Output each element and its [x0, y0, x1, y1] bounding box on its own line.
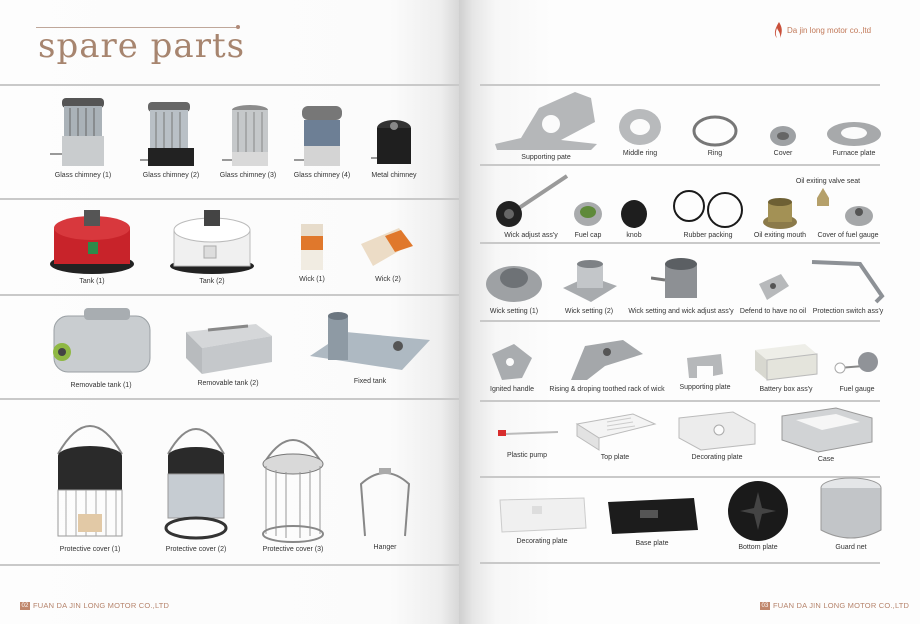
- oil-exiting-mouth-icon: [760, 196, 800, 230]
- part-label: Removable tank (2): [197, 380, 259, 387]
- part-label: Bottom plate: [738, 544, 778, 551]
- footer-company: FUAN DA JIN LONG MOTOR CO.,LTD: [773, 601, 910, 610]
- battery-box-icon: [751, 340, 821, 384]
- brand: [774, 22, 871, 38]
- rule: [0, 398, 459, 400]
- part-glass-chimney-2: [138, 100, 204, 179]
- part-protective-cover-2: [158, 410, 234, 553]
- cover-icon: [768, 124, 798, 148]
- part-glass-chimney-1: [48, 94, 118, 179]
- footer-company: FUAN DA JIN LONG MOTOR CO.,LTD: [33, 601, 170, 610]
- part-label: Rising & droping toothed rack of wick: [549, 386, 665, 393]
- part-wick-1: [292, 222, 332, 283]
- part-knob: [616, 196, 652, 239]
- part-removable-tank-1: [44, 302, 158, 389]
- guard-net-icon: [817, 474, 885, 542]
- wick-icon: [355, 222, 421, 274]
- part-bottom-plate: [722, 480, 794, 551]
- part-cover-of-fuel-gauge: [812, 186, 884, 239]
- rule: [0, 294, 459, 296]
- part-label: Wick setting and wick adjust ass'y: [628, 308, 734, 315]
- part-top-plate: [572, 410, 658, 461]
- footer-right: [760, 601, 909, 610]
- part-label: Top plate: [600, 454, 630, 461]
- part-label: Wick (2): [375, 276, 401, 283]
- part-label: Oil exiting mouth: [753, 232, 807, 239]
- part-middle-ring: [614, 106, 666, 157]
- removable-tank-icon: [46, 302, 156, 380]
- wick-icon: [297, 222, 327, 274]
- middle-ring-icon: [617, 106, 663, 148]
- part-label: Protective cover (2): [165, 546, 227, 553]
- part-label: Ignited handle: [490, 386, 534, 393]
- part-label: Plastic pump: [506, 452, 548, 459]
- fuel-gauge-cover-icon: [813, 186, 883, 230]
- part-label: Case: [817, 456, 835, 463]
- part-label: Tank (1): [79, 278, 105, 285]
- part-guard-net: [814, 474, 888, 551]
- part-label: Rubber packing: [683, 232, 733, 239]
- part-label: Oil exiting valve seat: [795, 178, 861, 185]
- part-label: Glass chimney (3): [219, 172, 277, 179]
- part-fuel-cap: [570, 196, 606, 239]
- part-label: Guard net: [835, 544, 867, 551]
- page-number: 02: [21, 602, 29, 609]
- part-wick-setting-and-adjust-assy: [628, 254, 734, 315]
- white-tank-icon: [168, 206, 256, 276]
- wick-setting-assy-icon: [651, 254, 711, 306]
- defend-no-oil-icon: [753, 270, 793, 306]
- supporting-pate-icon: [491, 88, 601, 152]
- removable-tank-icon: [178, 318, 278, 378]
- part-tank-2: [166, 206, 258, 285]
- glass-chimney-icon: [220, 102, 276, 170]
- part-label: Furnace plate: [832, 150, 876, 157]
- wick-setting-icon: [559, 258, 619, 306]
- part-label: Fuel cap: [574, 232, 602, 239]
- part-label: Hanger: [373, 544, 397, 551]
- fuel-gauge-icon: [834, 346, 880, 384]
- part-glass-chimney-4: [290, 104, 354, 179]
- glass-chimney-icon: [50, 94, 116, 170]
- part-removable-tank-2: [176, 318, 280, 387]
- part-label: Metal chimney: [371, 172, 417, 179]
- part-label: Protective cover (3): [262, 546, 324, 553]
- plastic-pump-icon: [494, 420, 560, 450]
- furnace-plate-icon: [825, 120, 883, 148]
- rule: [480, 320, 880, 322]
- decorating-plate-icon: [675, 410, 759, 452]
- rule: [480, 84, 880, 86]
- part-decorating-plate-2: [494, 494, 590, 545]
- rule: [0, 198, 459, 200]
- fixed-tank-icon: [306, 310, 434, 376]
- part-label: Battery box ass'y: [759, 386, 813, 393]
- decorating-plate-icon: [496, 494, 588, 536]
- rule: [480, 400, 880, 402]
- metal-chimney-icon: [371, 118, 417, 170]
- protective-cover-icon: [48, 404, 132, 544]
- top-plate-icon: [573, 410, 657, 452]
- part-plastic-pump: [492, 420, 562, 459]
- part-protective-cover-3: [256, 426, 330, 553]
- part-glass-chimney-3: [215, 102, 281, 179]
- footer-left: [20, 601, 169, 610]
- bottom-plate-icon: [724, 480, 792, 542]
- part-metal-chimney: [366, 118, 422, 179]
- part-ignited-handle: [486, 340, 538, 393]
- ignited-handle-icon: [488, 340, 536, 384]
- part-fuel-gauge: [830, 346, 884, 393]
- part-wick-adjust-assy: [490, 172, 572, 239]
- part-label: Supporting pate: [521, 154, 571, 161]
- case-icon: [776, 406, 876, 454]
- red-tank-icon: [48, 206, 136, 276]
- part-label: Middle ring: [622, 150, 658, 157]
- part-label: Fuel gauge: [839, 386, 875, 393]
- part-label: Ring: [707, 150, 723, 157]
- part-decorating-plate-1: [672, 410, 762, 461]
- part-label: Wick setting (1): [489, 308, 539, 315]
- part-label: Supporting plate: [679, 384, 731, 391]
- part-label: Cover: [773, 150, 793, 157]
- part-label: Fixed tank: [353, 378, 387, 385]
- part-tank-1: [46, 206, 138, 285]
- hanger-icon: [355, 466, 415, 542]
- rule: [480, 562, 880, 564]
- part-label: Wick setting (2): [564, 308, 614, 315]
- part-base-plate: [602, 494, 702, 547]
- part-wick-setting-1: [480, 256, 548, 315]
- rule: [480, 242, 880, 244]
- rubber-packing-icon: [669, 186, 747, 230]
- part-oil-exiting-valve-seat-label: [792, 176, 864, 185]
- wick-adjust-icon: [491, 172, 571, 230]
- part-label: Tank (2): [199, 278, 225, 285]
- part-label: Glass chimney (1): [54, 172, 112, 179]
- glass-chimney-icon: [294, 104, 350, 170]
- part-label: Protection switch ass'y: [812, 308, 884, 315]
- base-plate-icon: [604, 494, 700, 538]
- knob-icon: [619, 196, 649, 230]
- page-title: spare parts: [38, 26, 246, 66]
- part-label: Protective cover (1): [59, 546, 121, 553]
- protective-cover-icon: [160, 410, 232, 544]
- part-label: Cover of fuel gauge: [817, 232, 879, 239]
- part-label: Glass chimney (4): [293, 172, 351, 179]
- flame-logo-icon: [774, 22, 784, 38]
- part-cover: [764, 124, 802, 157]
- wick-setting-icon: [482, 256, 546, 306]
- glass-chimney-icon: [140, 100, 202, 170]
- part-hanger: [352, 466, 418, 551]
- part-label: Wick adjust ass'y: [504, 232, 558, 239]
- part-battery-box-assy: [748, 340, 824, 393]
- part-label: Decorating plate: [691, 454, 743, 461]
- part-label: Defend to have no oil: [739, 308, 807, 315]
- rule: [480, 164, 880, 166]
- toothed-rack-icon: [567, 336, 647, 384]
- part-wick-setting-2: [556, 258, 622, 315]
- part-rising-droping-rack: [548, 336, 666, 393]
- rule: [0, 84, 459, 86]
- part-label: Glass chimney (2): [142, 172, 200, 179]
- part-oil-exiting-mouth: [752, 196, 808, 239]
- part-protective-cover-1: [44, 404, 136, 553]
- part-label: knob: [626, 232, 642, 239]
- part-supporting-pate: [484, 88, 608, 161]
- part-label: Removable tank (1): [70, 382, 132, 389]
- fuel-cap-icon: [572, 196, 604, 230]
- part-ring: [690, 114, 740, 157]
- ring-icon: [691, 114, 739, 148]
- part-protection-switch-assy: [808, 256, 888, 315]
- brand-name: Da jin long motor co.,ltd: [787, 25, 872, 35]
- protective-cover-icon: [258, 426, 328, 544]
- part-defend-to-have-no-oil: [736, 270, 810, 315]
- supporting-plate-icon: [683, 346, 727, 382]
- part-wick-2: [354, 222, 422, 283]
- part-label: Wick (1): [299, 276, 325, 283]
- part-label: Decorating plate: [516, 538, 568, 545]
- part-fixed-tank: [304, 310, 436, 385]
- rule: [0, 564, 459, 566]
- part-label: Base plate: [635, 540, 669, 547]
- page-number: 03: [761, 602, 769, 609]
- protection-switch-icon: [810, 256, 886, 306]
- part-rubber-packing: [668, 186, 748, 239]
- part-furnace-plate: [822, 120, 886, 157]
- part-supporting-plate: [674, 346, 736, 391]
- part-case: [774, 406, 878, 463]
